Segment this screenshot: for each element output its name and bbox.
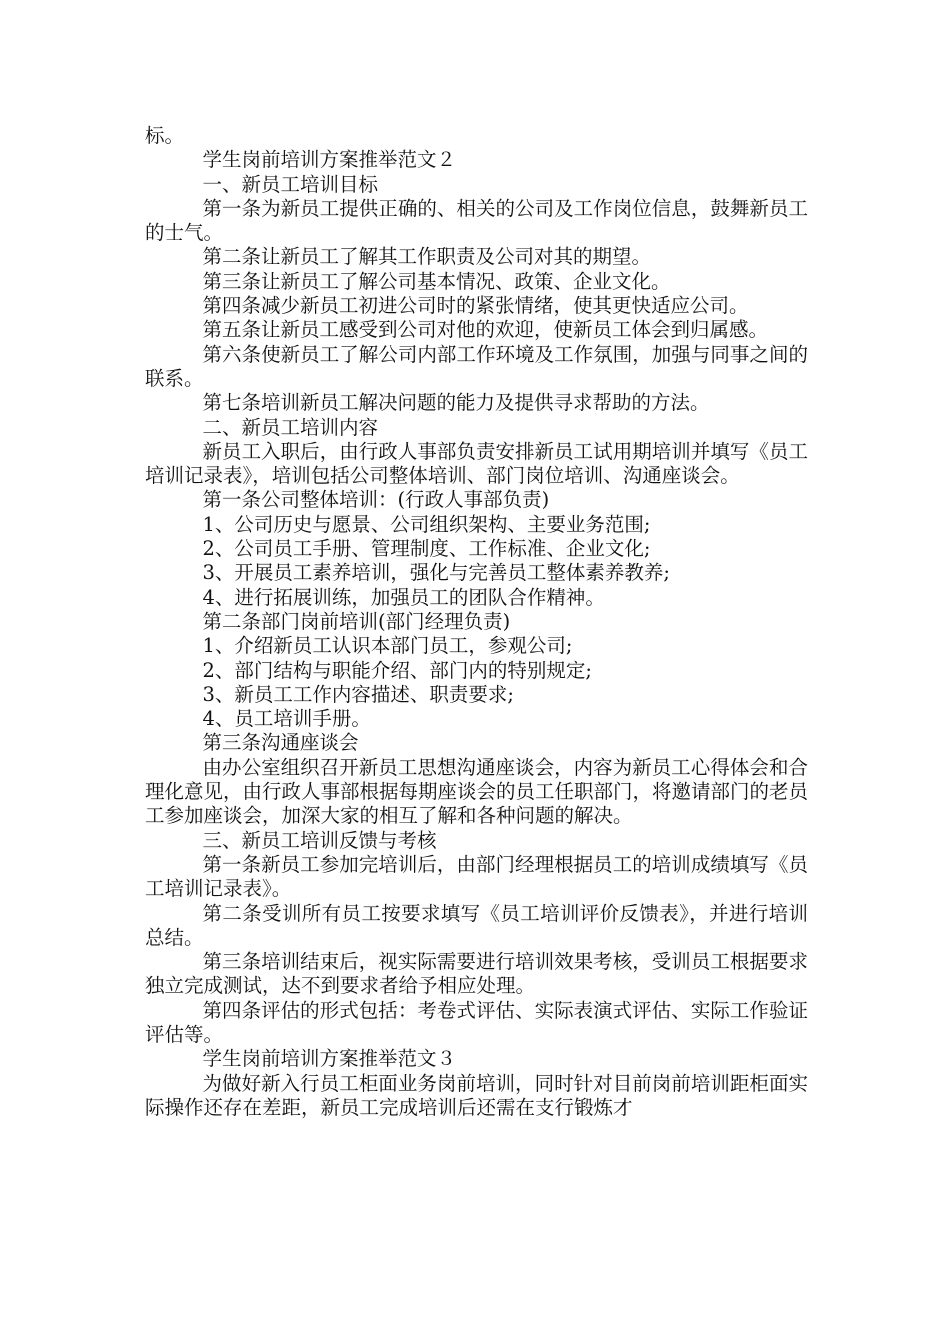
content-item-1-2: 2、公司员工手册、管理制度、工作标准、企业文化; xyxy=(202,537,651,561)
feedback-article-2: 第二条受训所有员工按要求填写《员工培训评价反馈表》，并进行培训总结。 xyxy=(145,901,808,949)
document-body xyxy=(145,124,808,1120)
sample-3-intro: 为做好新入行员工柜面业务岗前培训，同时针对目前岗前培训距柜面实际操作还存在差距，新员工完成培训后还需在支行锻炼才 xyxy=(145,1071,808,1119)
heading-training-content: 二、新员工培训内容 xyxy=(202,415,379,439)
section-title-sample-3: 学生岗前培训方案推举范文３ xyxy=(202,1047,457,1071)
heading-training-goals: 一、新员工培训目标 xyxy=(202,172,379,196)
content-item-2-3: 3、新员工工作内容描述、职责要求; xyxy=(202,682,514,706)
goal-article-6: 第六条使新员工了解公司内部工作环境及工作氛围，加强与同事之间的联系。 xyxy=(145,342,808,390)
goal-article-5: 第五条让新员工感受到公司对他的欢迎，使新员工体会到归属感。 xyxy=(202,318,769,342)
feedback-article-4: 第四条评估的形式包括：考卷式评估、实际表演式评估、实际工作验证评估等。 xyxy=(145,998,808,1046)
content-intro: 新员工入职后，由行政人事部负责安排新员工试用期培训并填写《员工培训记录表》，培训包括公司整体培训、部门岗位培训、沟通座谈会。 xyxy=(145,439,808,488)
goal-article-1: 第一条为新员工提供正确的、相关的公司及工作岗位信息，鼓舞新员工的士气。 xyxy=(145,196,808,245)
content-article-3: 第三条沟通座谈会 xyxy=(202,731,359,755)
goal-article-3: 第三条让新员工了解公司基本情况、政策、企业文化。 xyxy=(202,269,671,293)
content-article-2: 第二条部门岗前培训(部门经理负责) xyxy=(202,609,511,633)
feedback-article-3: 第三条培训结束后，视实际需要进行培训效果考核，受训员工根据要求独立完成测试，达不到要求者给予相应处理。 xyxy=(145,950,808,998)
goal-article-2: 第二条让新员工了解其工作职责及公司对其的期望。 xyxy=(202,245,652,269)
content-item-2-1: 1、介绍新员工认识本部门员工，参观公司; xyxy=(202,634,573,658)
goal-article-7: 第七条培训新员工解决问题的能力及提供寻求帮助的方法。 xyxy=(202,391,710,415)
paragraph-continuation: 标。 xyxy=(145,124,185,147)
feedback-article-1: 第一条新员工参加完培训后，由部门经理根据员工的培训成绩填写《员工培训记录表》。 xyxy=(145,852,808,901)
content-item-1-1: 1、公司历史与愿景、公司组织架构、主要业务范围; xyxy=(202,512,651,536)
content-article-3-body: 由办公室组织召开新员工思想沟通座谈会，内容为新员工心得体会和合理化意见，由行政人事部根据每期座谈会的员工任职部门，将邀请部门的老员工参加座谈会，加深大家的相互了解和各种问题的解决。 xyxy=(145,755,809,828)
section-title-sample-2: 学生岗前培训方案推举范文２ xyxy=(202,148,457,172)
content-item-1-3: 3、开展员工素养培训，强化与完善员工整体素养教养; xyxy=(202,561,670,585)
content-item-2-4: 4、员工培训手册。 xyxy=(202,707,371,731)
content-item-1-4: 4、进行拓展训练，加强员工的团队合作精神。 xyxy=(202,585,605,609)
content-item-2-2: 2、部门结构与职能介绍、部门内的特别规定; xyxy=(202,658,592,682)
heading-feedback-assessment: 三、新员工培训反馈与考核 xyxy=(202,828,437,852)
goal-article-4: 第四条减少新员工初进公司时的紧张情绪，使其更快适应公司。 xyxy=(202,294,749,318)
content-article-1: 第一条公司整体培训：(行政人事部负责) xyxy=(202,488,550,512)
